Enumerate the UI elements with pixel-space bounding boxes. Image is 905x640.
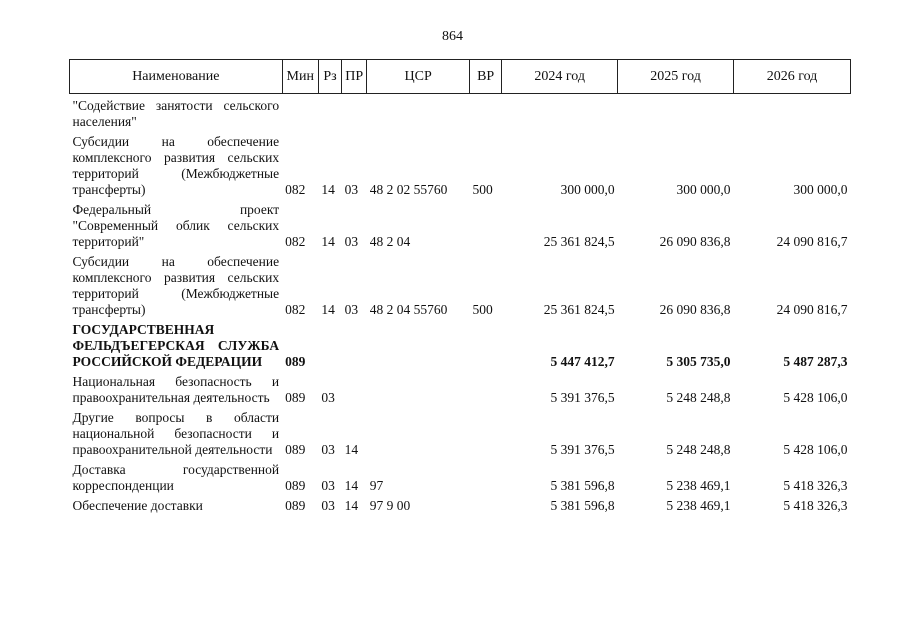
row-vr [470,94,502,133]
row-rz: 14 [321,234,335,249]
row-pr: 14 [344,498,359,513]
row-csr: 48 2 02 55760 [369,182,448,197]
row-2025: 26 090 836,8 [659,234,731,249]
table-row [70,320,851,372]
row-name: Субсидии на обеспечение комплексного развития сельских территорий (Межбюджетные трансферты) [72,134,280,197]
row-2024: 25 361 824,5 [543,302,615,317]
row-rz: 14 [321,302,335,317]
row-pr: 03 [344,234,359,249]
row-2024 [502,94,618,133]
row-2025: 5 248 248,8 [666,442,731,457]
header-name: Наименование [70,60,283,94]
row-2026: 5 428 106,0 [783,442,848,457]
row-vr [470,408,502,460]
row-rz: 14 [321,182,335,197]
page-number: 864 [442,29,463,44]
row-2024: 5 381 596,8 [550,498,615,513]
header-2024: 2024 год [502,60,618,94]
row-2026: 5 418 326,3 [783,478,848,493]
row-csr [367,372,470,408]
row-name: Национальная безопасность и правоохранительная деятельность [72,374,280,405]
row-rz: 03 [321,478,335,493]
row-2024: 5 447 412,7 [550,354,615,369]
row-2026: 5 428 106,0 [783,390,848,405]
header-rz: Рз [318,60,341,94]
row-name: "Содействие занятости сельского населения" [72,98,280,129]
header-min: Мин [282,60,318,94]
row-pr [342,94,367,133]
row-csr: 48 2 04 55760 [369,302,448,317]
row-2026: 5 487 287,3 [783,354,848,369]
row-min: 089 [285,478,306,493]
row-vr [470,320,502,372]
row-pr: 14 [344,442,359,457]
row-csr [367,408,470,460]
row-name: ГОСУДАРСТВЕННАЯ ФЕЛЬДЪЕГЕРСКАЯ СЛУЖБА РОССИЙСКОЙ ФЕДЕРАЦИИ [72,322,280,369]
row-min: 082 [285,182,306,197]
table-row [70,372,851,408]
row-pr: 03 [344,182,359,197]
row-2025: 5 238 469,1 [666,498,731,513]
row-vr [470,372,502,408]
row-min: 082 [285,234,306,249]
row-csr: 48 2 04 [369,234,411,249]
row-2024: 5 391 376,5 [550,390,615,405]
row-vr: 500 [472,302,493,317]
row-min: 089 [285,354,306,369]
row-name: Другие вопросы в области национальной безопасности и правоохранительной деятельности [72,410,280,457]
row-vr [470,460,502,496]
row-name: Обеспечение доставки [72,498,203,513]
row-pr: 14 [344,478,359,493]
row-2026: 24 090 816,7 [776,302,848,317]
table-row [70,94,851,133]
row-rz [318,320,341,372]
row-csr [367,94,470,133]
row-2026: 300 000,0 [793,182,848,197]
row-min: 089 [285,442,306,457]
header-2025: 2025 год [618,60,734,94]
row-pr: 03 [344,302,359,317]
row-2025: 5 248 248,8 [666,390,731,405]
row-name: Федеральный проект "Современный облик сельских территорий" [72,202,280,249]
row-vr [470,496,502,516]
table-header-row [70,60,851,94]
row-2026 [734,94,851,133]
row-vr: 500 [472,182,493,197]
budget-table [69,59,851,516]
row-csr: 97 [369,478,384,493]
row-name: Доставка государственной корреспонденции [72,462,280,493]
row-2026: 24 090 816,7 [776,234,848,249]
row-name: Субсидии на обеспечение комплексного развития сельских территорий (Межбюджетные трансферты) [72,254,280,317]
table-row [70,200,851,252]
row-2025: 26 090 836,8 [659,302,731,317]
table-row [70,460,851,496]
table-row [70,408,851,460]
row-min: 089 [285,498,306,513]
row-rz: 03 [321,498,335,513]
header-csr: ЦСР [367,60,470,94]
row-min: 089 [285,390,306,405]
row-pr [342,372,367,408]
row-csr: 97 9 00 [369,498,411,513]
row-2025: 5 238 469,1 [666,478,731,493]
row-2024: 25 361 824,5 [543,234,615,249]
row-2025 [618,94,734,133]
row-pr [342,320,367,372]
row-csr [367,320,470,372]
row-vr [470,200,502,252]
row-2026: 5 418 326,3 [783,498,848,513]
row-2024: 5 381 596,8 [550,478,615,493]
row-rz [318,94,341,133]
table-row [70,496,851,516]
row-2025: 300 000,0 [676,182,731,197]
table-body [70,94,851,517]
row-2024: 5 391 376,5 [550,442,615,457]
row-min [282,94,318,133]
table-row [70,252,851,320]
table-row [70,132,851,200]
row-2025: 5 305 735,0 [666,354,731,369]
row-2024: 300 000,0 [560,182,615,197]
header-vr: ВР [470,60,502,94]
row-rz: 03 [321,390,335,405]
header-pr: ПР [342,60,367,94]
row-rz: 03 [321,442,335,457]
row-min: 082 [285,302,306,317]
header-2026: 2026 год [734,60,851,94]
